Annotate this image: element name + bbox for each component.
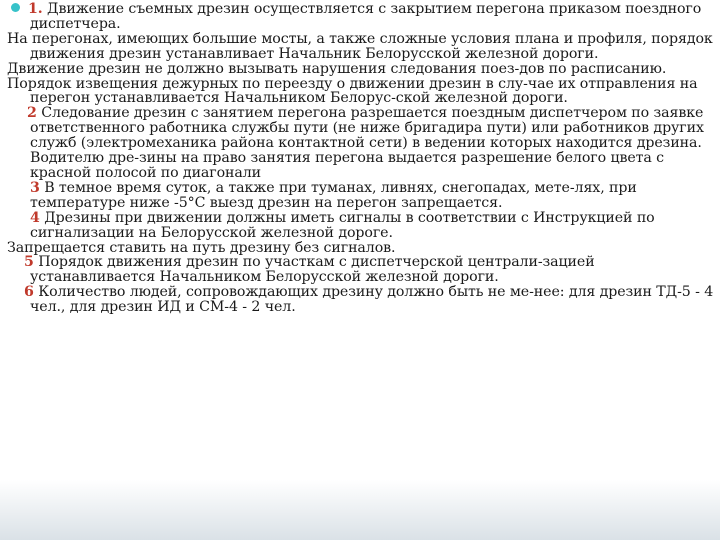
paragraph-7 (7, 211, 717, 241)
paragraph-text: Количество людей, сопровождающих дрезину должно быть не ме-нее: для дрезин ТД-5 - 4 чел., для дрезин ИД и СМ-4 - 2 чел. (30, 284, 714, 316)
item-number: 2 (27, 105, 37, 122)
paragraph-4 (7, 77, 717, 107)
item-number: 1. (28, 1, 43, 17)
paragraph-1 (7, 2, 717, 32)
paragraph-10 (7, 285, 717, 315)
paragraph-5 (7, 106, 717, 181)
paragraph-text: Запрещается ставить на путь дрезину без сигналов. (7, 239, 396, 256)
paragraph-8 (7, 241, 717, 256)
paragraph-text: Движение дрезин не должно вызывать нарушения следования поез-дов по расписанию. (7, 60, 667, 77)
paragraph-text: Следование дрезин с занятием перегона разрешается поездным диспетчером по заявке ответственного работника службы пути (не ниже бригадира пути) или работников других служб (электромеханика района контактной сети) в ведении которых находится дрезина. Водителю дре-зины на право занятия перегона выдается разрешение белого цвета с красной полосой по диагонали (30, 105, 704, 181)
item-number: 3 (30, 179, 40, 196)
paragraph-text: На перегонах, имеющих большие мосты, а также сложные условия плана и профиля, порядок движения дрезин устанавливает Начальник Белорусской железной дороги. (7, 30, 713, 62)
item-number: 6 (24, 284, 34, 301)
paragraph-text: Дрезины при движении должны иметь сигналы в соответствии с Инструкцией по сигнализации на Белорусской железной дороге. (30, 209, 655, 241)
slide-bottom-gradient (0, 480, 720, 540)
item-number: 5 (24, 254, 34, 271)
paragraph-text: Порядок извещения дежурных по переезду о движении дрезин в слу-чае их отправления на перегон устанавливается Начальником Белорус-ской железной дороги. (7, 75, 698, 107)
bullet-icon (11, 3, 20, 12)
paragraph-text: В темное время суток, а также при туманах, ливнях, снегопадах, мете-лях, при температуре ниже -5°С выезд дрезин на перегон запрещается. (30, 179, 637, 211)
paragraph-6 (7, 181, 717, 211)
item-number: 4 (30, 209, 40, 226)
paragraph-9 (7, 255, 717, 285)
slide-body (7, 2, 717, 315)
paragraph-2 (7, 32, 717, 62)
paragraph-text: Движение съемных дрезин осуществляется с закрытием перегона приказом поездного диспетчера. (30, 1, 702, 32)
paragraph-3 (7, 62, 717, 77)
paragraph-text: Порядок движения дрезин по участкам с диспетчерской централи-зацией устанавливается Начальником Белорусской железной дороги. (30, 254, 595, 286)
